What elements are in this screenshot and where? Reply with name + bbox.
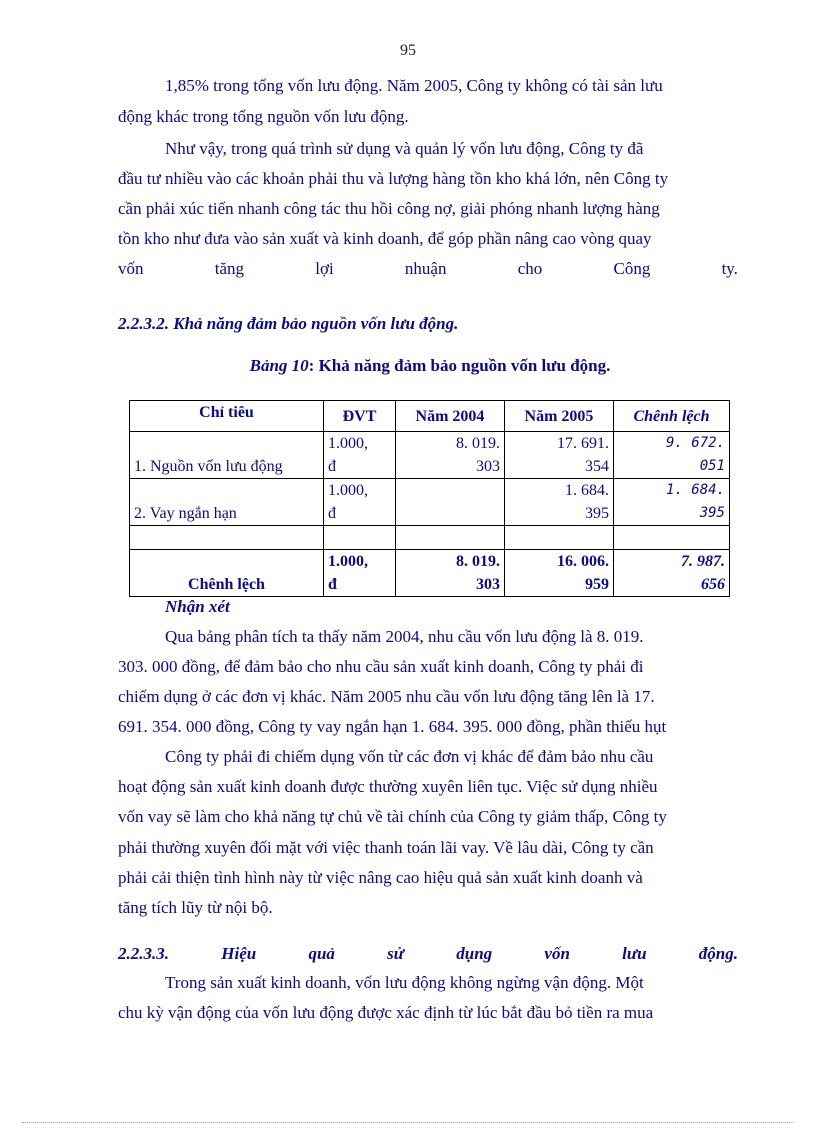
- remark-line: 691. 354. 000 đồng, Công ty vay ngắn hạn 1. 684. 395. 000 đồng, phần thiếu hụt: [118, 717, 667, 736]
- word: lợi: [315, 259, 334, 278]
- heading-word: quả: [308, 944, 335, 963]
- para5-line: Trong sản xuất kinh doanh, vốn lưu động không ngừng vận động. Một: [165, 973, 644, 992]
- word: ty.: [721, 259, 738, 278]
- heading-word: Hiệu: [221, 944, 257, 963]
- capital-table: [129, 400, 730, 597]
- value-2005: 16. 006. 959: [505, 550, 614, 597]
- header-cell: Chỉ tiêu: [130, 401, 324, 432]
- remark-line: 303. 000 đồng, để đảm bảo cho nhu cầu sản xuất kinh doanh, Công ty phải đi: [118, 657, 644, 676]
- para4-line: phải thường xuyên đối mặt với việc thanh toán lãi vay. Về lâu dài, Công ty cần: [118, 838, 654, 857]
- unit-cell: 1.000, đ: [324, 432, 396, 479]
- word: vốn: [118, 259, 144, 278]
- para4-line: vốn vay sẽ làm cho khả năng tự chủ về tài chính của Công ty giảm thấp, Công ty: [118, 807, 667, 826]
- value-diff: 9. 672. 051: [614, 432, 730, 479]
- table-total-row: [130, 550, 730, 597]
- para2-line: đầu tư nhiều vào các khoản phải thu và lượng hàng tồn kho khá lớn, nên Công ty: [118, 169, 669, 188]
- remark-line: Qua bảng phân tích ta thấy năm 2004, nhu cầu vốn lưu động là 8. 019.: [165, 627, 644, 646]
- word: cho: [517, 259, 543, 278]
- para4-line: phải cải thiện tình hình này từ việc nâng cao hiệu quả sản xuất kinh doanh và: [118, 868, 643, 887]
- unit-cell: 1.000, đ: [324, 550, 396, 597]
- heading-word: lưu: [622, 944, 647, 963]
- caption-label: Bảng 10: [249, 356, 309, 375]
- table-row: [130, 479, 730, 526]
- value-2005: 1. 684. 395: [505, 479, 614, 526]
- value-2004: [396, 479, 505, 526]
- para2-last-line: [118, 259, 738, 279]
- remark-line: chiếm dụng ở các đơn vị khác. Năm 2005 nhu cầu vốn lưu động tăng lên là 17.: [118, 687, 655, 706]
- row-label: 2. Vay ngắn hạn: [130, 479, 324, 526]
- section-heading-2: [118, 944, 738, 964]
- heading-word: sử: [387, 944, 404, 963]
- row-label: Chênh lệch: [130, 550, 324, 597]
- value-2004: 8. 019. 303: [396, 432, 505, 479]
- para1-line: động khác trong tổng nguồn vốn lưu động.: [118, 107, 409, 126]
- para2-line: cần phải xúc tiến nhanh công tác thu hồi công nợ, giải phóng nhanh lượng hàng: [118, 199, 660, 218]
- header-cell: ĐVT: [324, 401, 396, 432]
- remark-label: Nhận xét: [165, 597, 230, 616]
- heading-word: 2.2.3.3.: [118, 944, 169, 963]
- section-heading: 2.2.3.2. Khả năng đảm bảo nguồn vốn lưu động.: [118, 314, 459, 333]
- table-caption: [0, 356, 816, 376]
- word: Công: [613, 259, 651, 278]
- para2-line: Như vậy, trong quá trình sử dụng và quản lý vốn lưu động, Công ty đã: [165, 139, 644, 158]
- heading-word: động.: [698, 944, 738, 963]
- value-diff: 1. 684. 395: [614, 479, 730, 526]
- value-2004: 8. 019. 303: [396, 550, 505, 597]
- para4-line: hoạt động sản xuất kinh doanh được thường xuyên liên tục. Việc sử dụng nhiều: [118, 777, 658, 796]
- value-diff: 7. 987. 656: [614, 550, 730, 597]
- unit-cell: 1.000, đ: [324, 479, 396, 526]
- para2-line: tồn kho như đưa vào sản xuất và kinh doanh, để góp phần nâng cao vòng quay: [118, 229, 652, 248]
- caption-text: : Khả năng đảm bảo nguồn vốn lưu động.: [308, 356, 611, 375]
- word: tăng: [214, 259, 245, 278]
- value-2005: 17. 691. 354: [505, 432, 614, 479]
- header-cell: Chênh lệch: [614, 401, 730, 432]
- header-cell: Năm 2005: [505, 401, 614, 432]
- heading-word: vốn: [544, 944, 570, 963]
- table-row: [130, 432, 730, 479]
- para5-line: chu kỳ vận động của vốn lưu động được xác định từ lúc bắt đầu bỏ tiền ra mua: [118, 1003, 654, 1022]
- table-header-row: [130, 401, 730, 432]
- table-row-empty: [130, 526, 730, 550]
- para4-line: tăng tích lũy từ nội bộ.: [118, 898, 273, 917]
- heading-word: dụng: [456, 944, 493, 963]
- row-label: 1. Nguồn vốn lưu động: [130, 432, 324, 479]
- para4-line: Công ty phải đi chiếm dụng vốn từ các đơn vị khác để đảm bảo nhu cầu: [165, 747, 654, 766]
- word: nhuận: [404, 259, 447, 278]
- header-cell: Năm 2004: [396, 401, 505, 432]
- para1-line: 1,85% trong tổng vốn lưu động. Năm 2005, Công ty không có tài sản lưu: [165, 76, 663, 95]
- page-number: 95: [400, 42, 416, 59]
